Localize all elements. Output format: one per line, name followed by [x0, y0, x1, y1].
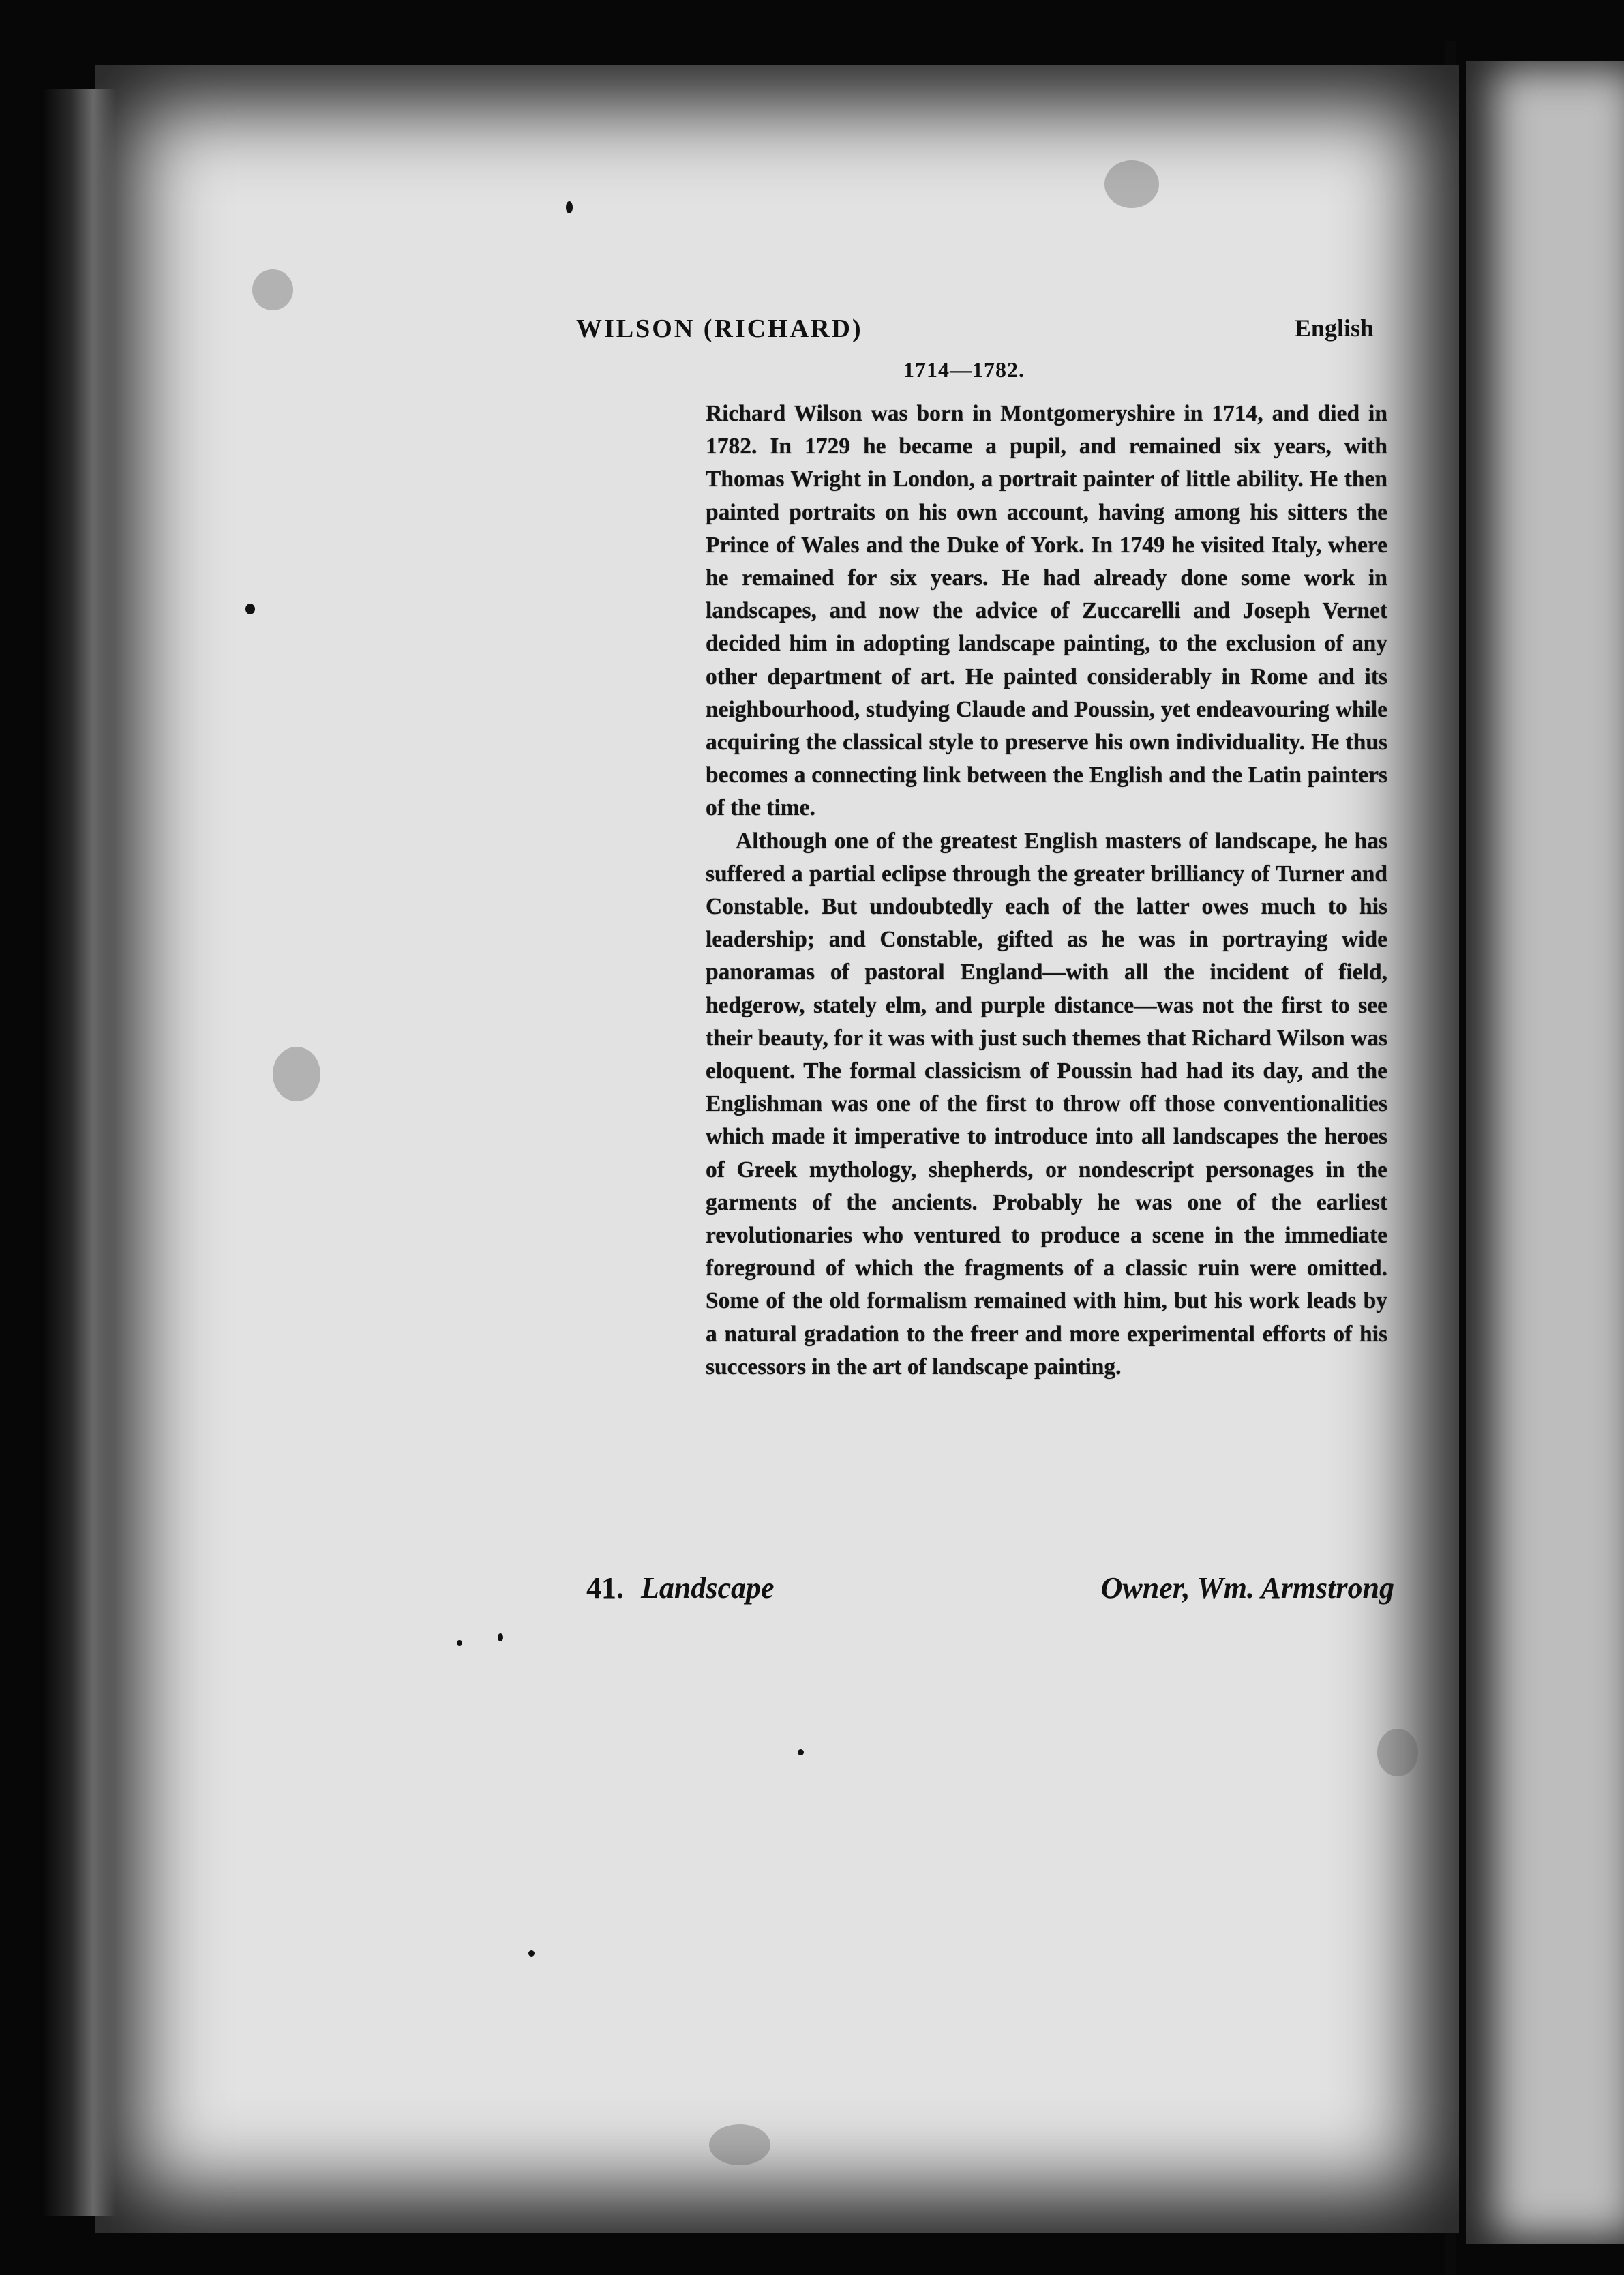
biography-text: [706, 398, 1387, 1384]
biography-paragraph: Although one of the greatest English masters of landscape, he has suffered a partial eclipse through the greater brilliancy of Turner and Constable. But undoubtedly each of the latter owes much to his leadership; and Constable, gifted as he was in portraying wide panoramas of pastoral England—with all the incident of field, hedgerow, stately elm, and purple distance—was not the first to see their beauty, for it was with just such themes that Richard Wilson was eloquent. The formal classicism of Poussin had had its day, and the Englishman was one of the first to throw off those conventionalities which made it imperative to introduce into all landscapes the heroes of Greek mythology, shepherds, or nondescript personages in the garments of the ancients. Probably he was one of the earliest revolutionaries who ventured to produce a scene in the immediate foreground of which the fragments of a classic ruin were omitted. Some of the old formalism remained with him, but his work leads by a natural gradation to the freer and more experimental efforts of his successors in the art of landscape painting.: [706, 828, 1387, 1380]
biography-paragraph: Richard Wilson was born in Montgomeryshire in 1714, and died in 1782. In 1729 he became a pupil, and remained six years, with Thomas Wright in London, a portrait painter of little ability. He then painted portraits on his own account, having among his sitters the Prince of Wales and the Duke of York. In 1749 he visited Italy, where he remained for six years. He had already done some work in landscapes, and now the advice of Zuccarelli and Joseph Vernet decided him in adopting landscape painting, to the exclusion of any other department of art. He painted considerably in Rome and its neighbourhood, studying Claude and Poussin, yet endeavouring while acquiring the classical style to preserve his own individuality. He thus becomes a connecting link between the English and the Latin painters of the time.: [706, 401, 1387, 821]
artist-name: WILSON (RICHARD): [576, 314, 863, 343]
paper-stain: [273, 1047, 320, 1101]
paper-stain: [1377, 1729, 1418, 1776]
paper-stain: [709, 2124, 770, 2165]
artist-dates: 1714—1782.: [903, 357, 1025, 382]
entry-number: 41.: [586, 1571, 624, 1605]
running-head: [576, 314, 1374, 355]
adjacent-page-edge: [1466, 61, 1624, 2244]
page-curl-shadow: [41, 89, 116, 2216]
ink-speck: [798, 1749, 804, 1755]
entry-title: Landscape: [641, 1571, 775, 1605]
artist-nationality: English: [1294, 314, 1374, 342]
entry-owner: Owner, Wm. Armstrong: [1100, 1571, 1394, 1605]
ink-speck: [457, 1640, 462, 1646]
ink-speck: [566, 201, 573, 213]
ink-speck: [498, 1633, 503, 1641]
catalogue-entry: [586, 1571, 1394, 1609]
ink-speck: [528, 1950, 535, 1957]
ink-speck: [245, 604, 255, 614]
paper-stain: [252, 269, 293, 310]
paper-stain: [1104, 160, 1159, 208]
